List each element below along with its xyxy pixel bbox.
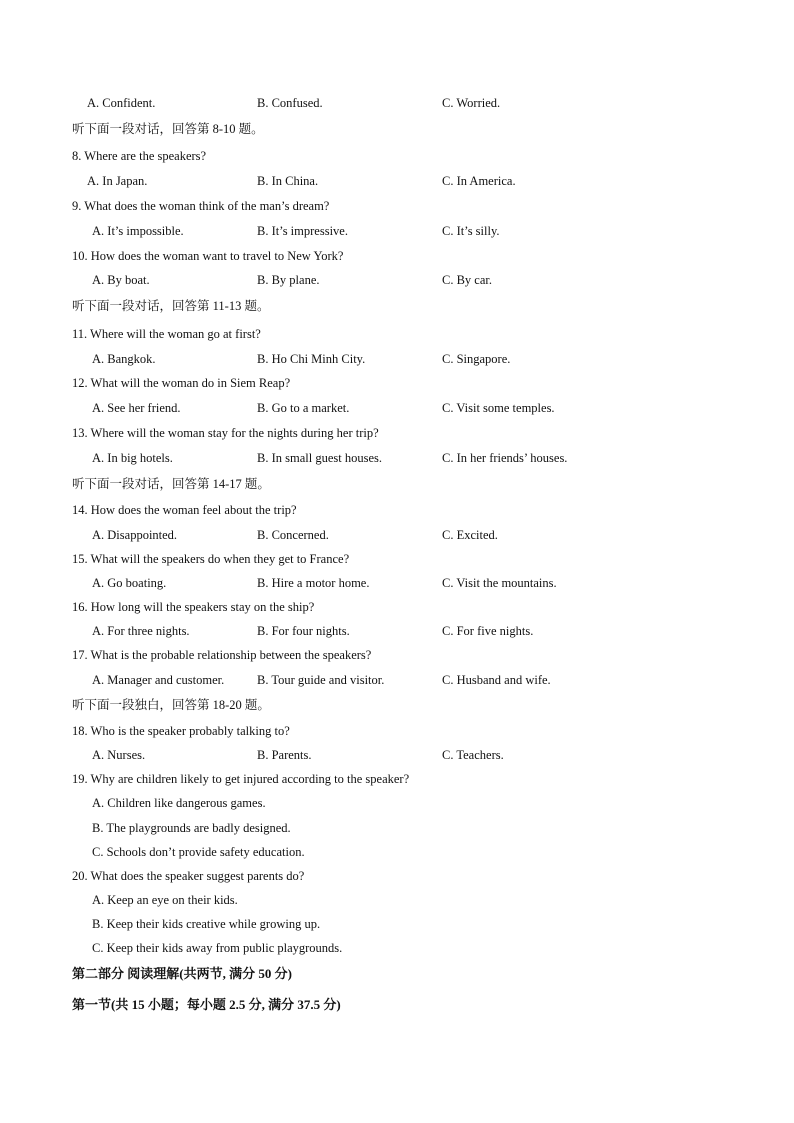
option-a: A. Disappointed.: [92, 528, 178, 542]
option-c: C. Husband and wife.: [442, 673, 551, 687]
section-instruction: 听下面一段对话，回答第 14-17 题。: [72, 477, 270, 491]
option-a: A. In big hotels.: [92, 451, 173, 465]
option-a: A. In Japan.: [87, 174, 148, 188]
option-b: B. Confused.: [257, 96, 323, 110]
part-heading: 第二部分 阅读理解(共两节, 满分 50 分): [72, 966, 292, 981]
question-text: 19. Why are children likely to get injured according to the speaker?: [72, 772, 410, 786]
option-c: C. Keep their kids away from public playgrounds.: [92, 941, 343, 955]
question-text: 20. What does the speaker suggest parents do?: [72, 869, 305, 883]
option-b: B. In small guest houses.: [257, 451, 382, 465]
option-c: C. Singapore.: [442, 352, 511, 366]
option-b: B. Keep their kids creative while growing up.: [92, 917, 321, 931]
option-b: B. Go to a market.: [257, 401, 350, 415]
option-c: C. Schools don’t provide safety education.: [92, 845, 305, 859]
question-text: 17. What is the probable relationship between the speakers?: [72, 648, 372, 662]
option-b: B. Parents.: [257, 748, 312, 762]
option-a: A. Confident.: [87, 96, 156, 110]
section-instruction: 听下面一段对话，回答第 11-13 题。: [72, 299, 270, 313]
option-c: C. Visit some temples.: [442, 401, 555, 415]
option-b: B. By plane.: [257, 273, 320, 287]
question-text: 10. How does the woman want to travel to New York?: [72, 249, 344, 263]
question-text: 18. Who is the speaker probably talking to?: [72, 724, 290, 738]
question-text: 12. What will the woman do in Siem Reap?: [72, 376, 291, 390]
section-instruction: 听下面一段独白，回答第 18-20 题。: [72, 698, 270, 712]
option-a: A. Bangkok.: [92, 352, 156, 366]
option-b: B. Hire a motor home.: [257, 576, 370, 590]
option-c: C. In America.: [442, 174, 516, 188]
option-a: A. Nurses.: [92, 748, 146, 762]
section-heading: 第一节(共 15 小题；每小题 2.5 分, 满分 37.5 分): [72, 997, 341, 1012]
option-b: B. For four nights.: [257, 624, 350, 638]
question-text: 11. Where will the woman go at first?: [72, 327, 261, 341]
section-instruction: 听下面一段对话，回答第 8-10 题。: [72, 122, 264, 136]
option-c: C. Excited.: [442, 528, 498, 542]
option-c: C. For five nights.: [442, 624, 534, 638]
question-text: 13. Where will the woman stay for the nights during her trip?: [72, 426, 379, 440]
option-c: C. Worried.: [442, 96, 501, 110]
option-b: B. Tour guide and visitor.: [257, 673, 385, 687]
option-c: C. By car.: [442, 273, 492, 287]
option-a: A. Go boating.: [92, 576, 167, 590]
option-c: C. In her friends’ houses.: [442, 451, 568, 465]
option-a: A. Manager and customer.: [92, 673, 225, 687]
option-c: C. It’s silly.: [442, 224, 500, 238]
option-b: B. Concerned.: [257, 528, 329, 542]
option-b: B. The playgrounds are badly designed.: [92, 821, 291, 835]
option-a: A. Keep an eye on their kids.: [92, 893, 238, 907]
option-a: A. It’s impossible.: [92, 224, 184, 238]
option-c: C. Visit the mountains.: [442, 576, 557, 590]
question-text: 15. What will the speakers do when they get to France?: [72, 552, 350, 566]
option-a: A. By boat.: [92, 273, 150, 287]
question-text: 14. How does the woman feel about the trip?: [72, 503, 297, 517]
option-b: B. It’s impressive.: [257, 224, 348, 238]
option-c: C. Teachers.: [442, 748, 504, 762]
question-text: 16. How long will the speakers stay on the ship?: [72, 600, 315, 614]
option-b: B. Ho Chi Minh City.: [257, 352, 366, 366]
option-a: A. For three nights.: [92, 624, 190, 638]
option-a: A. Children like dangerous games.: [92, 796, 266, 810]
option-b: B. In China.: [257, 174, 319, 188]
option-a: A. See her friend.: [92, 401, 181, 415]
question-text: 8. Where are the speakers?: [72, 149, 207, 163]
question-text: 9. What does the woman think of the man’s dream?: [72, 199, 330, 213]
